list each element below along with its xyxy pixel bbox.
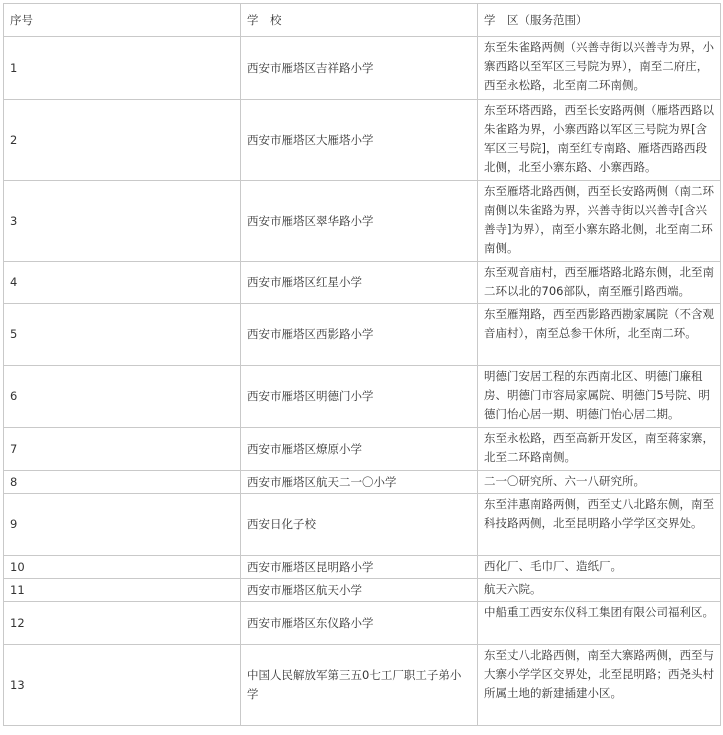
row-school: 西安市雁塔区大雁塔小学 (241, 100, 478, 181)
table-row (4, 556, 721, 579)
row-school: 中国人民解放军第三五0七工厂职工子弟小学 (241, 645, 478, 726)
row-no: 6 (4, 366, 241, 428)
row-school: 西安市雁塔区西影路小学 (241, 304, 478, 366)
row-area: 航天六院。 (478, 579, 721, 602)
table-row (4, 471, 721, 494)
row-no: 9 (4, 494, 241, 556)
school-district-table (3, 3, 721, 726)
row-area: 东至雁塔北路西侧，西至长安路两侧（南二环南侧以朱雀路为界，兴善寺街以兴善寺[含兴善寺]为界），南至小寨东路北侧，北至南二环南侧。 (478, 181, 721, 262)
row-no: 8 (4, 471, 241, 494)
row-school: 西安市雁塔区红星小学 (241, 262, 478, 304)
row-area: 二一〇研究所、六一八研究所。 (478, 471, 721, 494)
row-area: 西化厂、毛巾厂、造纸厂。 (478, 556, 721, 579)
table-header-row (4, 4, 721, 37)
header-no: 序号 (4, 4, 241, 37)
table-row (4, 494, 721, 556)
header-area: 学 区（服务范围） (478, 4, 721, 37)
row-area: 东至环塔西路，西至长安路两侧（雁塔西路以朱雀路为界，小寨西路以军区三号院为界[含军区三号院]，南至红专南路、雁塔西路西段北侧，北至小寨东路、小寨西路。 (478, 100, 721, 181)
row-school: 西安市雁塔区东仪路小学 (241, 602, 478, 645)
table-row (4, 579, 721, 602)
row-area: 东至观音庙村，西至雁塔路北路东侧，北至南二环以北的706部队，南至雁引路西端。 (478, 262, 721, 304)
row-school: 西安市雁塔区航天二一〇小学 (241, 471, 478, 494)
table-row (4, 37, 721, 100)
row-school: 西安日化子校 (241, 494, 478, 556)
row-no: 3 (4, 181, 241, 262)
row-school: 西安市雁塔区昆明路小学 (241, 556, 478, 579)
row-no: 1 (4, 37, 241, 100)
row-no: 10 (4, 556, 241, 579)
header-school: 学 校 (241, 4, 478, 37)
row-area: 明德门安居工程的东西南北区、明德门廉租房、明德门市容局家属院、明德门5号院、明德门怡心居一期、明德门怡心居二期。 (478, 366, 721, 428)
table-row (4, 262, 721, 304)
row-area: 东至永松路，西至高新开发区，南至蒋家寨，北至二环路南侧。 (478, 428, 721, 471)
row-area: 东至丈八北路西侧，南至大寨路两侧，西至与大寨小学学区交界处，北至昆明路；西尧头村所属土地的新建插建小区。 (478, 645, 721, 726)
row-no: 5 (4, 304, 241, 366)
table-row (4, 100, 721, 181)
table-row (4, 602, 721, 645)
row-school: 西安市雁塔区明德门小学 (241, 366, 478, 428)
row-no: 13 (4, 645, 241, 726)
row-no: 4 (4, 262, 241, 304)
row-area: 东至朱雀路两侧（兴善寺街以兴善寺为界，小寨西路以至军区三号院为界），南至二府庄，西至永松路，北至南二环南侧。 (478, 37, 721, 100)
table-row (4, 366, 721, 428)
row-school: 西安市雁塔区燎原小学 (241, 428, 478, 471)
row-no: 2 (4, 100, 241, 181)
row-no: 7 (4, 428, 241, 471)
row-school: 西安市雁塔区吉祥路小学 (241, 37, 478, 100)
row-no: 12 (4, 602, 241, 645)
row-area: 中船重工西安东仪科工集团有限公司福利区。 (478, 602, 721, 645)
row-school: 西安市雁塔区翠华路小学 (241, 181, 478, 262)
table-row (4, 428, 721, 471)
row-area: 东至沣惠南路两侧，西至丈八北路东侧，南至科技路两侧，北至昆明路小学学区交界处。 (478, 494, 721, 556)
table-row (4, 181, 721, 262)
table-row (4, 645, 721, 726)
row-school: 西安市雁塔区航天小学 (241, 579, 478, 602)
table-row (4, 304, 721, 366)
row-no: 11 (4, 579, 241, 602)
row-area: 东至雁翔路，西至西影路西勘家属院（不含观音庙村），南至总参干休所，北至南二环。 (478, 304, 721, 366)
